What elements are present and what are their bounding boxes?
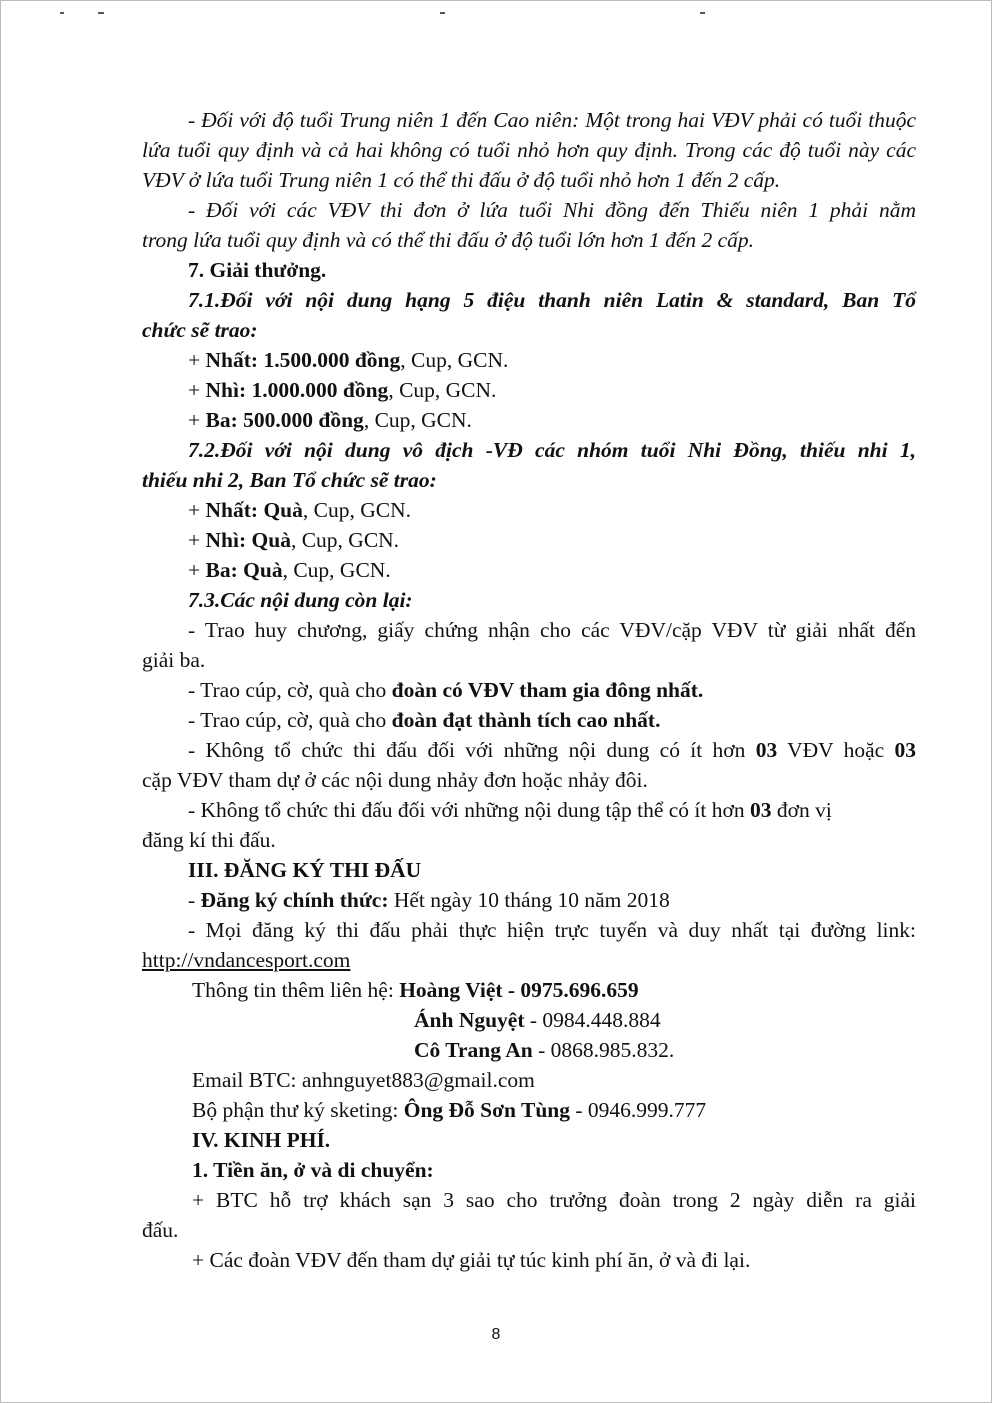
text-segment: + BTC hỗ trợ khách sạn 3 sao cho trưởng đoàn trong 2 ngày diễn ra giải <box>192 1188 916 1212</box>
text-segment: Nhất: 1.500.000 đồng <box>205 348 401 372</box>
text-segment: - Đối với các VĐV thi đơn ở lứa tuổi Nhi đồng đến Thiếu niên 1 phải nằm <box>188 198 916 222</box>
text-segment: lứa tuổi quy định và cả hai không có tuổi nhỏ hơn quy định. Trong các độ tuổi này các <box>142 138 916 162</box>
text-line <box>142 225 916 255</box>
text-line <box>188 795 916 825</box>
text-line <box>142 645 916 675</box>
text-line <box>188 675 916 705</box>
text-segment: Ông Đỗ Sơn Tùng <box>403 1098 570 1122</box>
text-segment: 7.1.Đối với nội dung hạng 5 điệu thanh niên Latin & standard, Ban Tổ <box>188 288 916 312</box>
text-segment: + <box>188 408 206 432</box>
text-segment: đấu. <box>142 1218 179 1242</box>
text-line <box>192 1125 916 1155</box>
text-segment: + <box>188 498 206 522</box>
text-segment: + <box>188 558 206 582</box>
text-segment: , Cup, GCN. <box>282 558 391 582</box>
text-line <box>188 705 916 735</box>
text-line <box>188 615 916 645</box>
text-line <box>188 195 916 225</box>
text-segment: giải ba. <box>142 648 206 672</box>
text-segment: - 0946.999.777 <box>570 1098 707 1122</box>
text-segment: 1. Tiền ăn, ở và di chuyển: <box>192 1158 434 1182</box>
text-segment: thiếu nhi 2, Ban Tổ chức sẽ trao: <box>142 468 437 492</box>
text-line <box>142 135 916 165</box>
text-line <box>192 1095 916 1125</box>
text-segment: 7. Giải thưởng. <box>188 258 327 282</box>
text-segment: + <box>188 378 206 402</box>
text-segment: 03 <box>749 798 772 822</box>
text-segment: - Trao cúp, cờ, quà cho <box>188 678 392 702</box>
text-segment: Email BTC: anhnguyet883@gmail.com <box>192 1068 535 1092</box>
text-line <box>414 1005 916 1035</box>
text-segment: đoàn đạt thành tích cao nhất. <box>391 708 661 732</box>
text-line <box>192 1065 916 1095</box>
text-line <box>142 825 916 855</box>
text-line <box>188 885 916 915</box>
text-segment: Ba: Quà <box>205 558 283 582</box>
text-segment: Hết ngày 10 tháng 10 năm 2018 <box>388 888 670 912</box>
text-segment: - Đối với độ tuổi Trung niên 1 đến Cao niên: Một trong hai VĐV phải có tuổi thuộc <box>188 108 916 132</box>
text-segment: - Mọi đăng ký thi đấu phải thực hiện trực tuyến và duy nhất tại đường link: <box>188 918 916 942</box>
text-segment: - 0868.985.832. <box>532 1038 675 1062</box>
text-line <box>188 555 916 585</box>
text-segment: VĐV ở lứa tuổi Trung niên 1 có thể thi đấu ở độ tuổi nhỏ hơn 1 đến 2 cấp. <box>142 168 781 192</box>
text-segment: III. ĐĂNG KÝ THI ĐẤU <box>188 858 422 882</box>
text-segment: trong lứa tuổi quy định và có thể thi đấu ở độ tuổi lớn hơn 1 đến 2 cấp. <box>142 228 755 252</box>
text-segment: - Trao cúp, cờ, quà cho <box>188 708 392 732</box>
text-segment: Nhì: 1.000.000 đồng <box>205 378 389 402</box>
text-segment: + <box>188 528 206 552</box>
text-line <box>414 1035 916 1065</box>
text-segment: 03 <box>755 738 778 762</box>
text-segment: - 0984.448.884 <box>524 1008 661 1032</box>
text-segment: Bộ phận thư ký sketing: <box>192 1098 404 1122</box>
text-line <box>142 765 916 795</box>
text-line <box>188 345 916 375</box>
text-segment: chức sẽ trao: <box>142 318 258 342</box>
text-line <box>188 855 916 885</box>
text-line <box>192 1155 916 1185</box>
text-line <box>142 465 916 495</box>
text-segment: - Không tổ chức thi đấu đối với những nội dung tập thể có ít hơn <box>188 798 750 822</box>
registration-link[interactable]: http://vndancesport.com <box>142 948 351 972</box>
text-line <box>188 585 916 615</box>
text-line <box>142 1215 916 1245</box>
text-segment: , Cup, GCN. <box>400 348 509 372</box>
text-line <box>188 405 916 435</box>
text-segment: Hoàng Việt - 0975.696.659 <box>399 978 639 1002</box>
text-line <box>188 525 916 555</box>
text-segment: Nhì: Quà <box>205 528 291 552</box>
text-segment: 7.3.Các nội dung còn lại: <box>188 588 413 612</box>
text-line <box>188 255 916 285</box>
text-line <box>142 165 916 195</box>
text-segment: Đăng ký chính thức: <box>200 888 389 912</box>
text-segment: cặp VĐV tham dự ở các nội dung nhảy đơn hoặc nhảy đôi. <box>142 768 648 792</box>
text-segment: Thông tin thêm liên hệ: <box>192 978 400 1002</box>
text-segment: , Cup, GCN. <box>290 528 400 552</box>
text-line <box>188 915 916 945</box>
text-segment: đơn vị <box>771 798 832 822</box>
text-segment: + Các đoàn VĐV đến tham dự giải tự túc kinh phí ăn, ở và đi lại. <box>192 1248 751 1272</box>
text-segment: VĐV hoặc <box>777 738 895 762</box>
text-line <box>192 1245 916 1275</box>
text-segment: IV. KINH PHÍ. <box>192 1128 331 1152</box>
text-segment: + <box>188 348 206 372</box>
text-segment: - Không tổ chức thi đấu đối với những nội dung có ít hơn <box>188 738 756 762</box>
text-segment: Cô Trang An <box>414 1038 533 1062</box>
page-number: 8 <box>491 1326 501 1343</box>
text-line <box>142 945 916 975</box>
text-line <box>188 435 916 465</box>
text-line <box>192 1185 916 1215</box>
text-segment: đoàn có VĐV tham gia đông nhất. <box>391 678 704 702</box>
text-line <box>188 735 916 765</box>
text-segment: Ba: 500.000 đồng <box>205 408 364 432</box>
text-segment: - <box>188 888 201 912</box>
text-segment: Ánh Nguyệt <box>414 1008 525 1032</box>
text-segment: - Trao huy chương, giấy chứng nhận cho các VĐV/cặp VĐV từ giải nhất đến <box>188 618 916 642</box>
text-segment: 03 <box>894 738 916 762</box>
text-line <box>192 975 916 1005</box>
text-line <box>188 105 916 135</box>
text-line <box>188 285 916 315</box>
text-segment: , Cup, GCN. <box>388 378 497 402</box>
text-segment: Nhất: Quà <box>205 498 303 522</box>
text-segment: , Cup, GCN. <box>302 498 411 522</box>
text-line <box>142 315 916 345</box>
text-segment: , Cup, GCN. <box>363 408 472 432</box>
text-line <box>188 375 916 405</box>
text-segment: đăng kí thi đấu. <box>142 828 276 852</box>
text-line <box>188 495 916 525</box>
text-segment: 7.2.Đối với nội dung vô địch -VĐ các nhóm tuổi Nhi Đồng, thiếu nhi 1, <box>188 438 916 462</box>
